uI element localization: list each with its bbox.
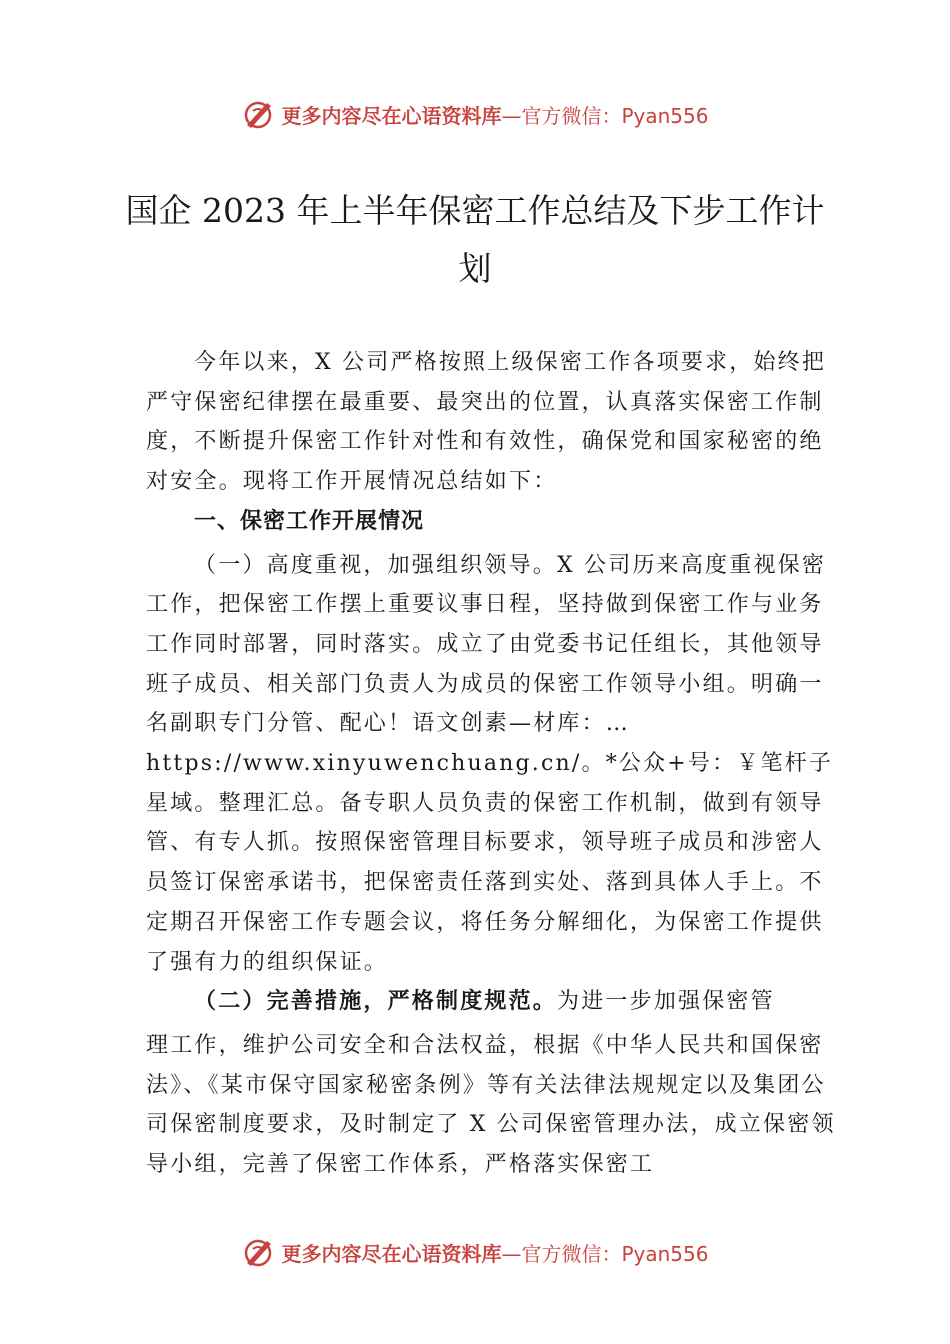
intro-paragraph: 今年以来，X 公司严格按照上级保密工作各项要求，始终把严守保密纪律摆在最重要、最突出的位置，认真落实保密工作制度，不断提升保密工作针对性和有效性，确保党和国家秘密的绝对安全。现将工作开展情况总结如下： — [146, 350, 827, 495]
paragraph-measures — [146, 982, 836, 1022]
pen-logo-icon — [241, 97, 275, 131]
paragraph-organization: （一）高度重视，加强组织领导。X 公司历来高度重视保密工作，把保密工作摆上重要议事日程，坚持做到保密工作与业务工作同时部署，同时落实。成立了由党委书记任组长，其他领导班子成员、相关部门负责人为成员的保密工作领导小组。明确一名副职专门分管、配心！语文创素—材库：…https://www.xinyuwenchuang.cn/。*公众+号：￥笔杆子星域。整理汇总。备专职人员负责的保密工作机制，做到有领导管、有专人抓。按照保密管理目标要求，领导班子成员和涉密人员签订保密承诺书，把保密责任落到实处、落到具体人手上。不定期召开保密工作专题会议，将任务分解细化，为保密工作提供了强有力的组织保证。 — [146, 552, 834, 975]
paragraph-measures-line1: 为进一步加强保密管 — [557, 989, 775, 1015]
banner-text: 更多内容尽在心语资料库 — [281, 103, 502, 128]
banner-contact: —官方微信：Pyan556 — [501, 1241, 709, 1266]
paragraph-measures-continued: 理工作，维护公司安全和合法权益，根据《中华人民共和国保密法》、《某市保守国家秘密条例》等有关法律法规规定以及集团公司保密制度要求，及时制定了 X 公司保密管理办法，成立保密领导小组，完善了保密工作体系，严格落实保密工 — [146, 1032, 836, 1178]
banner-text: 更多内容尽在心语资料库 — [281, 1241, 502, 1266]
document-title: 国企 2023 年上半年保密工作总结及下步工作计划 — [125, 191, 825, 288]
footer-banner — [0, 1232, 950, 1272]
pen-logo-icon — [241, 1235, 275, 1269]
paragraph-measures-heading: （二）完善措施，严格制度规范。 — [194, 988, 558, 1015]
document-body — [146, 343, 836, 1185]
header-banner — [0, 94, 950, 134]
section-heading: 一、保密工作开展情况 — [194, 508, 425, 534]
banner-contact: —官方微信：Pyan556 — [501, 103, 709, 128]
